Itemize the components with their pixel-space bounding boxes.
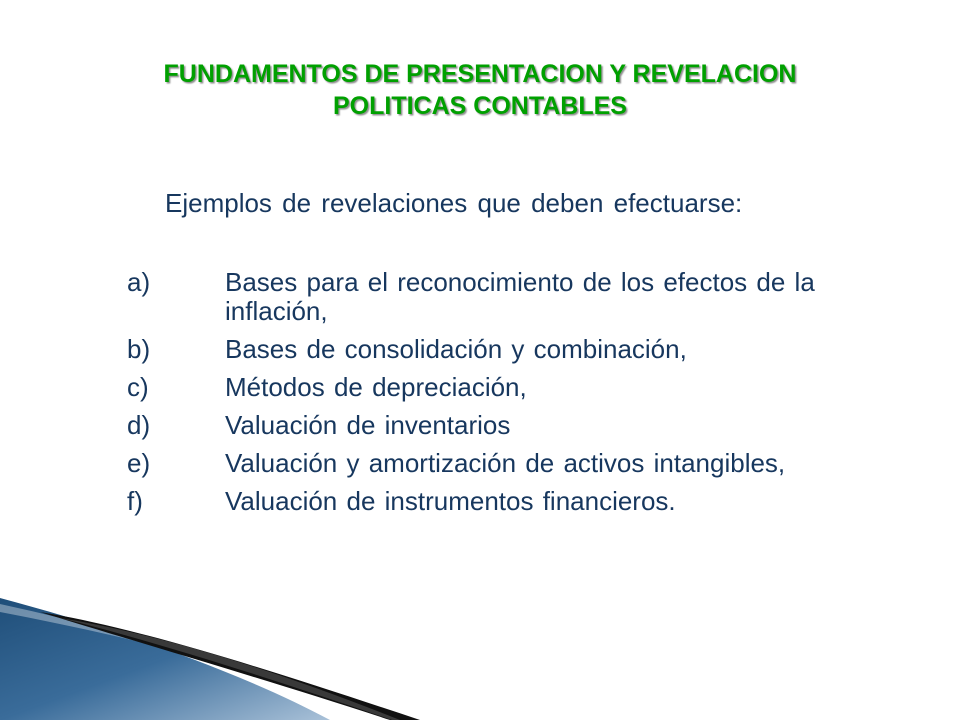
intro-text: Ejemplos de revelaciones que deben efectuarse: <box>165 188 743 218</box>
list-item <box>127 335 887 364</box>
title-line-2: POLITICAS CONTABLES <box>333 92 627 120</box>
list-item-text: Bases de consolidación y combinación, <box>225 334 687 364</box>
title-line-1: FUNDAMENTOS DE PRESENTACION Y REVELACION <box>163 60 797 88</box>
list-item-letter: c) <box>127 372 149 402</box>
list-item <box>127 373 887 402</box>
list-item-letter: d) <box>127 410 151 440</box>
list-item <box>127 411 887 440</box>
list-item-text: Bases para el reconocimiento de los efectos de la inflación, <box>225 267 815 326</box>
slide-title <box>0 58 960 122</box>
list-item-letter: f) <box>127 486 143 516</box>
list-item <box>127 268 887 326</box>
list-item-text: Valuación de instrumentos financieros. <box>225 486 676 516</box>
list-item-text: Valuación de inventarios <box>225 410 511 440</box>
list-item-text: Valuación y amortización de activos intangibles, <box>225 448 786 478</box>
list-item-letter: e) <box>127 448 151 478</box>
list-item-letter: a) <box>127 267 151 297</box>
list-item <box>127 449 887 478</box>
list-item-letter: b) <box>127 334 151 364</box>
list-item <box>127 487 887 516</box>
disclosure-list <box>127 268 887 525</box>
list-item-text: Métodos de depreciación, <box>225 372 527 402</box>
